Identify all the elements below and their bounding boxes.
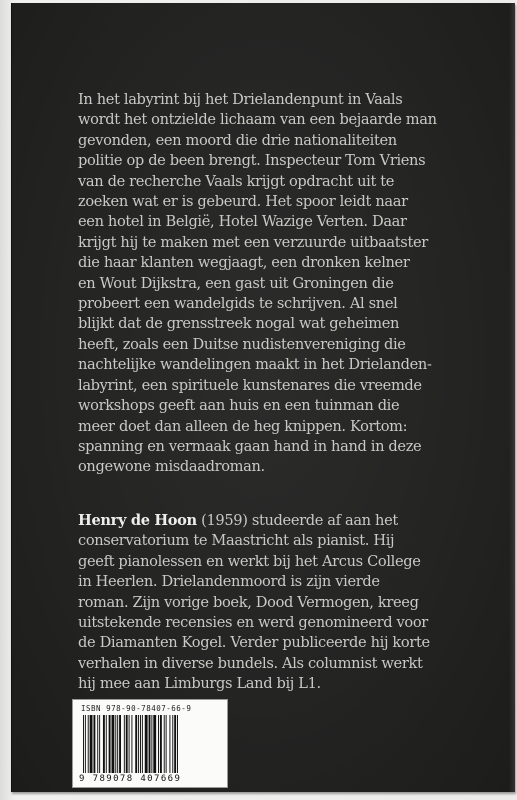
barcode-stripe xyxy=(138,715,139,773)
barcode-stripe xyxy=(119,715,121,773)
barcode-stripe xyxy=(174,715,176,773)
author-name: Henry de Hoon xyxy=(78,512,197,529)
barcode-stripe xyxy=(169,715,170,773)
barcode-stripe xyxy=(126,715,128,773)
blurb-line: nachtelijke wandelingen maakt in het Drielanden- xyxy=(78,356,432,374)
blurb-line: die haar klanten wegjaagt, een dronken kelner xyxy=(78,254,410,272)
barcode-stripe xyxy=(153,715,156,773)
isbn-barcode xyxy=(72,699,228,788)
barcode-stripe xyxy=(88,715,89,773)
barcode-stripe xyxy=(115,715,116,773)
barcode-stripe xyxy=(135,715,137,773)
barcode-stripe xyxy=(145,715,148,773)
barcode-stripe xyxy=(158,715,159,773)
bio-first-line-rest: (1959) studeerde af aan het xyxy=(196,512,398,529)
barcode-stripe xyxy=(117,715,118,773)
blurb-line: heeft, zoals een Duitse nudistenvereniging die xyxy=(78,335,406,353)
barcode-stripe xyxy=(129,715,130,773)
barcode-stripe xyxy=(93,715,95,773)
blurb-line: meer doet dan alleen de heg knippen. Kortom: xyxy=(78,417,408,435)
barcode-stripe xyxy=(172,715,173,773)
bio-line: uitstekende recensies en werd genomineerd voor xyxy=(78,614,428,632)
barcode-stripe xyxy=(90,715,93,773)
barcode-stripe xyxy=(106,715,107,773)
barcode-stripe xyxy=(85,715,86,773)
barcode-stripe xyxy=(124,715,125,773)
bio-line: hij mee aan Limburgs Land bij L1. xyxy=(78,675,321,693)
blurb-line: probeert een wandelgids te schrijven. Al snel xyxy=(78,295,398,313)
bio-line: verhalen in diverse bundels. Als columnist werkt xyxy=(78,654,423,672)
barcode-stripe xyxy=(140,715,141,773)
blurb-line: workshops geeft aan huis en een tuinman die xyxy=(78,397,400,415)
barcode-stripe xyxy=(160,715,162,773)
book-back-cover xyxy=(11,3,515,792)
bio-line: conservatorium te Maastricht als pianist. Hij xyxy=(78,532,395,550)
barcode-stripe xyxy=(97,715,98,773)
isbn-label: ISBN 978-90-78407-66-9 xyxy=(81,704,192,713)
blurb-line: In het labyrint bij het Drielandenpunt in Vaals xyxy=(78,91,403,108)
blurb-line: labyrint, een spirituele kunstenares die vreemde xyxy=(78,376,422,394)
blurb-line: blijkt dat de grensstreek nogal wat geheimen xyxy=(78,315,400,333)
barcode-stripe xyxy=(149,715,151,773)
barcode-stripe xyxy=(151,715,152,773)
bio-first-line xyxy=(78,511,478,531)
barcode-stripe xyxy=(109,715,111,773)
blurb-line: van de recherche Vaals krijgt opdracht uit te xyxy=(78,172,395,190)
barcode-stripe xyxy=(112,715,115,773)
blurb-line: ongewone misdaadroman. xyxy=(78,458,265,476)
author-bio xyxy=(78,511,478,695)
blurb-line: wordt het ontzielde lichaam van een bejaarde man xyxy=(78,111,437,129)
barcode-stripe xyxy=(142,715,143,773)
blurb-line: gevonden, een moord die drie nationaliteiten xyxy=(78,131,397,149)
bio-line: de Diamanten Kogel. Verder publiceerde hij korte xyxy=(78,634,430,652)
barcode-bars xyxy=(81,715,219,773)
barcode-digits: 9 789078 407669 xyxy=(79,774,182,784)
barcode-stripe xyxy=(164,715,165,773)
barcode-stripe xyxy=(83,715,84,773)
barcode-stripe xyxy=(99,715,100,773)
blurb-line: en Wout Dijkstra, een gast uit Groningen die xyxy=(78,274,394,292)
bio-line: geeft pianolessen en werkt bij het Arcus College xyxy=(78,552,421,570)
blurb-line: zoeken wat er is gebeurd. Het spoor leidt naar xyxy=(78,193,408,211)
barcode-stripe xyxy=(131,715,132,773)
barcode-stripe xyxy=(177,715,178,773)
blurb-line: een hotel in België, Hotel Wazige Verten. Daar xyxy=(78,213,407,231)
barcode-stripe xyxy=(103,715,105,773)
bio-line: in Heerlen. Drielandenmoord is zijn vierde xyxy=(78,573,380,591)
blurb-line: politie op de been brengt. Inspecteur Tom Vriens xyxy=(78,152,426,170)
blurb-text xyxy=(78,90,478,478)
barcode-stripe xyxy=(166,715,167,773)
blurb-line: krijgt hij te maken met een verzuurde uitbaatster xyxy=(78,233,428,251)
bio-line: roman. Zijn vorige boek, Dood Vermogen, kreeg xyxy=(78,593,419,611)
blurb-line: spanning en vermaak gaan hand in hand in deze xyxy=(78,437,422,455)
